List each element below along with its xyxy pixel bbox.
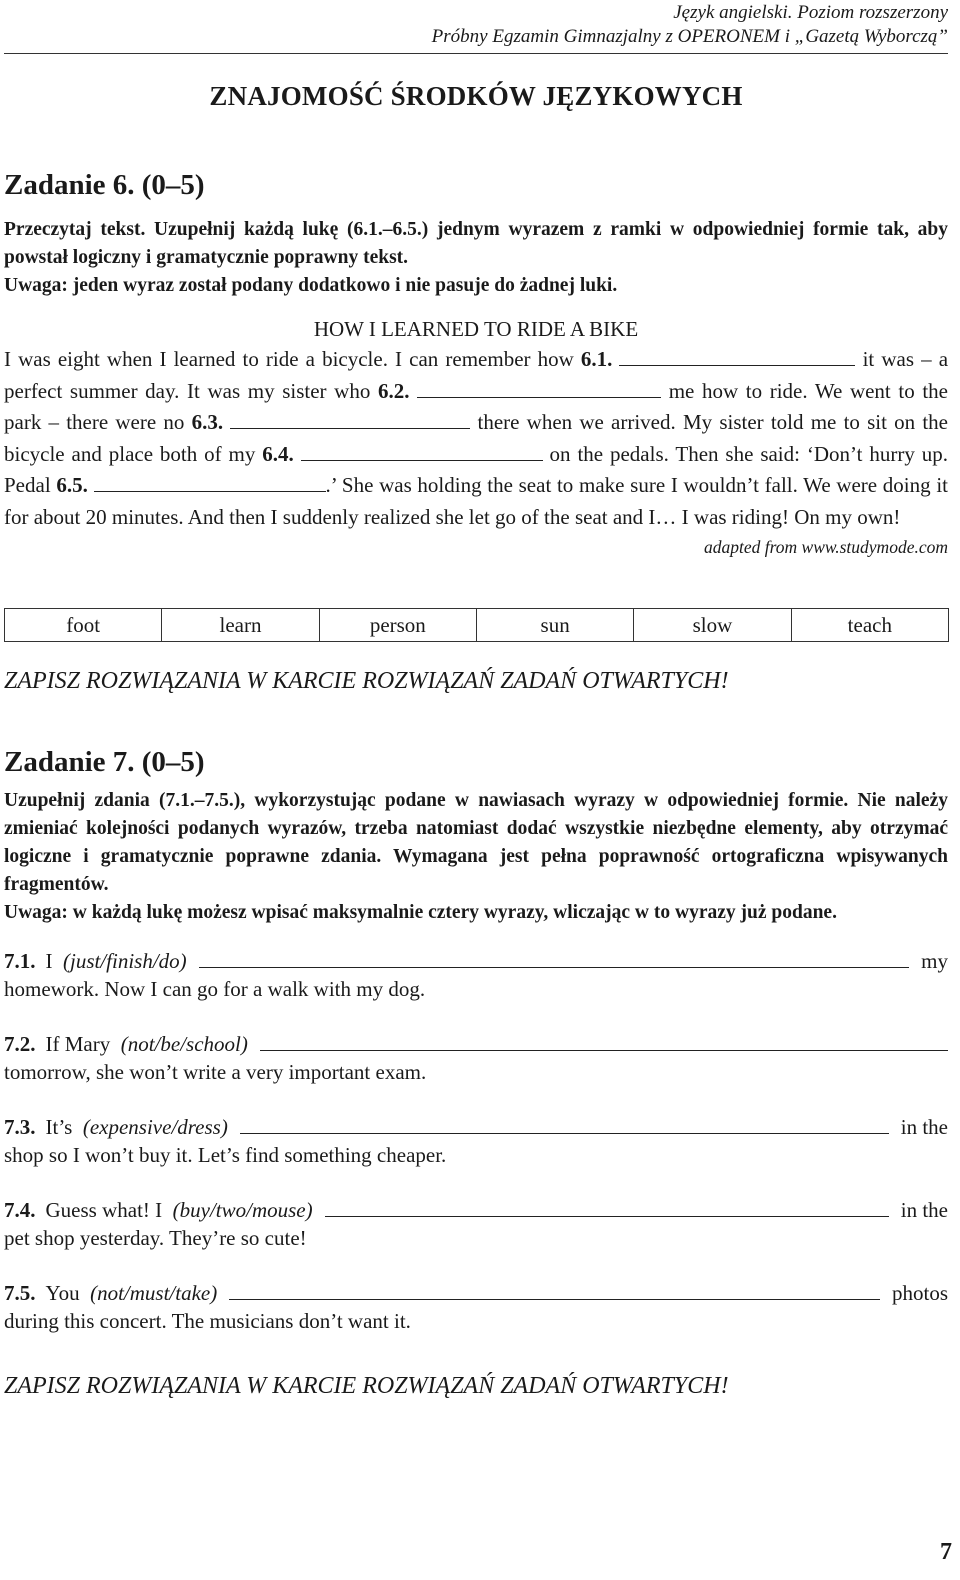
answer-sheet-reminder: ZAPISZ ROZWIĄZANIA W KARCIE ROZWIĄZAŃ ZADAŃ OTWARTYCH! [4, 668, 729, 694]
story-part-2: it was – a perfect summer day. It was my sister who [4, 347, 949, 403]
gap-7-4[interactable] [325, 1196, 889, 1217]
gap-6-5[interactable] [94, 471, 326, 492]
word-box-item: teach [791, 609, 948, 642]
task7-title: Zadanie 7. (0–5) [4, 746, 205, 778]
question-7-1 [4, 947, 948, 1003]
question-hint: (not/be/school) [120, 1032, 248, 1056]
question-number: 7.4. [4, 1198, 36, 1222]
gap-6-1[interactable] [619, 345, 855, 366]
story-part-6: .’ She was holding the seat to make sure I wouldn’t fall. We were doing it for about 20 minutes. And then I suddenly realized she let go of the seat and I… I was riding! On my own! [4, 473, 949, 529]
question-prefix: It’s [45, 1115, 73, 1139]
gap-label-6-4: 6.4. [262, 441, 294, 466]
question-after: photos [891, 1281, 948, 1305]
question-continuation: during this concert. The musicians don’t want it. [4, 1309, 411, 1333]
gap-6-2[interactable] [417, 377, 661, 398]
section-title: ZNAJOMOŚĆ ŚRODKÓW JĘZYKOWYCH [209, 81, 743, 111]
answer-sheet-reminder-bottom: ZAPISZ ROZWIĄZANIA W KARCIE ROZWIĄZAŃ ZADAŃ OTWARTYCH! [4, 1373, 729, 1399]
question-prefix: If Mary [45, 1032, 111, 1056]
task6-title: Zadanie 6. (0–5) [4, 169, 205, 201]
word-box-item: foot [5, 609, 162, 642]
word-box-item: slow [634, 609, 791, 642]
question-prefix: Guess what! I [45, 1198, 163, 1222]
question-number: 7.5. [4, 1281, 36, 1305]
header-divider [4, 53, 948, 54]
word-box-item: person [319, 609, 476, 642]
gap-label-6-2: 6.2. [377, 378, 410, 403]
question-prefix: You [45, 1281, 80, 1305]
question-number: 7.1. [4, 949, 36, 973]
exam-page [4, 0, 948, 1400]
gap-6-3[interactable] [230, 408, 470, 429]
word-box [4, 608, 949, 642]
question-number: 7.3. [4, 1115, 36, 1139]
question-7-5 [4, 1279, 948, 1335]
gap-6-4[interactable] [301, 440, 543, 461]
gap-7-3[interactable] [240, 1113, 889, 1134]
word-box-item: sun [476, 609, 633, 642]
story-part-5: on the pedals. Then she said: ‘Don’t hurry up. Pedal [4, 441, 948, 497]
story-part-3: me how to ride. We went to the park – there were no [4, 378, 949, 434]
question-continuation: tomorrow, she won’t write a very important exam. [4, 1060, 427, 1084]
question-after: in the [900, 1115, 948, 1139]
gap-7-1[interactable] [199, 947, 909, 968]
page-number: 7 [940, 1539, 952, 1565]
gap-7-2[interactable] [260, 1030, 948, 1051]
gap-7-5[interactable] [229, 1279, 880, 1300]
header-subject: Język angielski. Poziom rozszerzony [673, 2, 948, 23]
gap-label-6-3: 6.3. [191, 410, 224, 434]
question-7-2 [4, 1030, 948, 1086]
task6-note: Uwaga: jeden wyraz został podany dodatkowo i nie pasuje do żadnej luki. [4, 275, 618, 296]
question-after: in the [900, 1198, 948, 1222]
story-title: HOW I LEARNED TO RIDE A BIKE [313, 317, 639, 341]
question-hint: (expensive/dress) [82, 1115, 228, 1139]
story-part-4: there when we arrived. My sister told me to sit on the bicycle and place both of my [4, 410, 949, 466]
gap-label-6-1: 6.1. [580, 347, 613, 371]
header-exam-name: Próbny Egzamin Gimnazjalny z OPERONEM i „Gazetą Wyborczą” [431, 26, 948, 47]
word-box-item: learn [162, 609, 319, 642]
question-continuation: shop so I won’t buy it. Let’s find something cheaper. [4, 1143, 447, 1167]
question-7-4 [4, 1196, 948, 1252]
question-continuation: homework. Now I can go for a walk with my dog. [4, 977, 426, 1001]
page-header [4, 0, 948, 49]
question-after: my [921, 949, 948, 973]
question-prefix: I [45, 949, 53, 973]
question-hint: (buy/two/mouse) [172, 1198, 313, 1222]
question-number: 7.2. [4, 1032, 36, 1056]
question-continuation: pet shop yesterday. They’re so cute! [4, 1226, 307, 1250]
story-part-1: I was eight when I learned to ride a bicycle. I can remember how [4, 347, 574, 371]
text-source: adapted from www.studymode.com [703, 537, 948, 557]
question-hint: (just/finish/do) [63, 949, 187, 973]
task6-instruction: Przeczytaj tekst. Uzupełnij każdą lukę (6.1.–6.5.) jednym wyrazem z ramki w odpowiedniej formie tak, aby powstał logiczny i gramatycznie poprawny tekst. [4, 219, 948, 268]
gap-label-6-5: 6.5. [56, 473, 88, 497]
task7-note: Uwaga: w każdą lukę możesz wpisać maksymalnie cztery wyrazy, wliczając w to wyrazy już podane. [4, 902, 837, 923]
task7-instruction: Uzupełnij zdania (7.1.–7.5.), wykorzystując podane w nawiasach wyrazy w odpowiedniej formie. Nie należy zmieniać kolejności podanych wyrazów, trzeba natomiast dodać wszystkie niezbędne elementy, aby otrzymać logiczne i gramatycznie poprawne zdania. Wymagana jest pełna poprawność ortograficzna wpisywanych fragmentów. [4, 790, 948, 895]
story-text [4, 344, 948, 533]
question-7-3 [4, 1113, 948, 1169]
question-hint: (not/must/take) [90, 1281, 218, 1305]
